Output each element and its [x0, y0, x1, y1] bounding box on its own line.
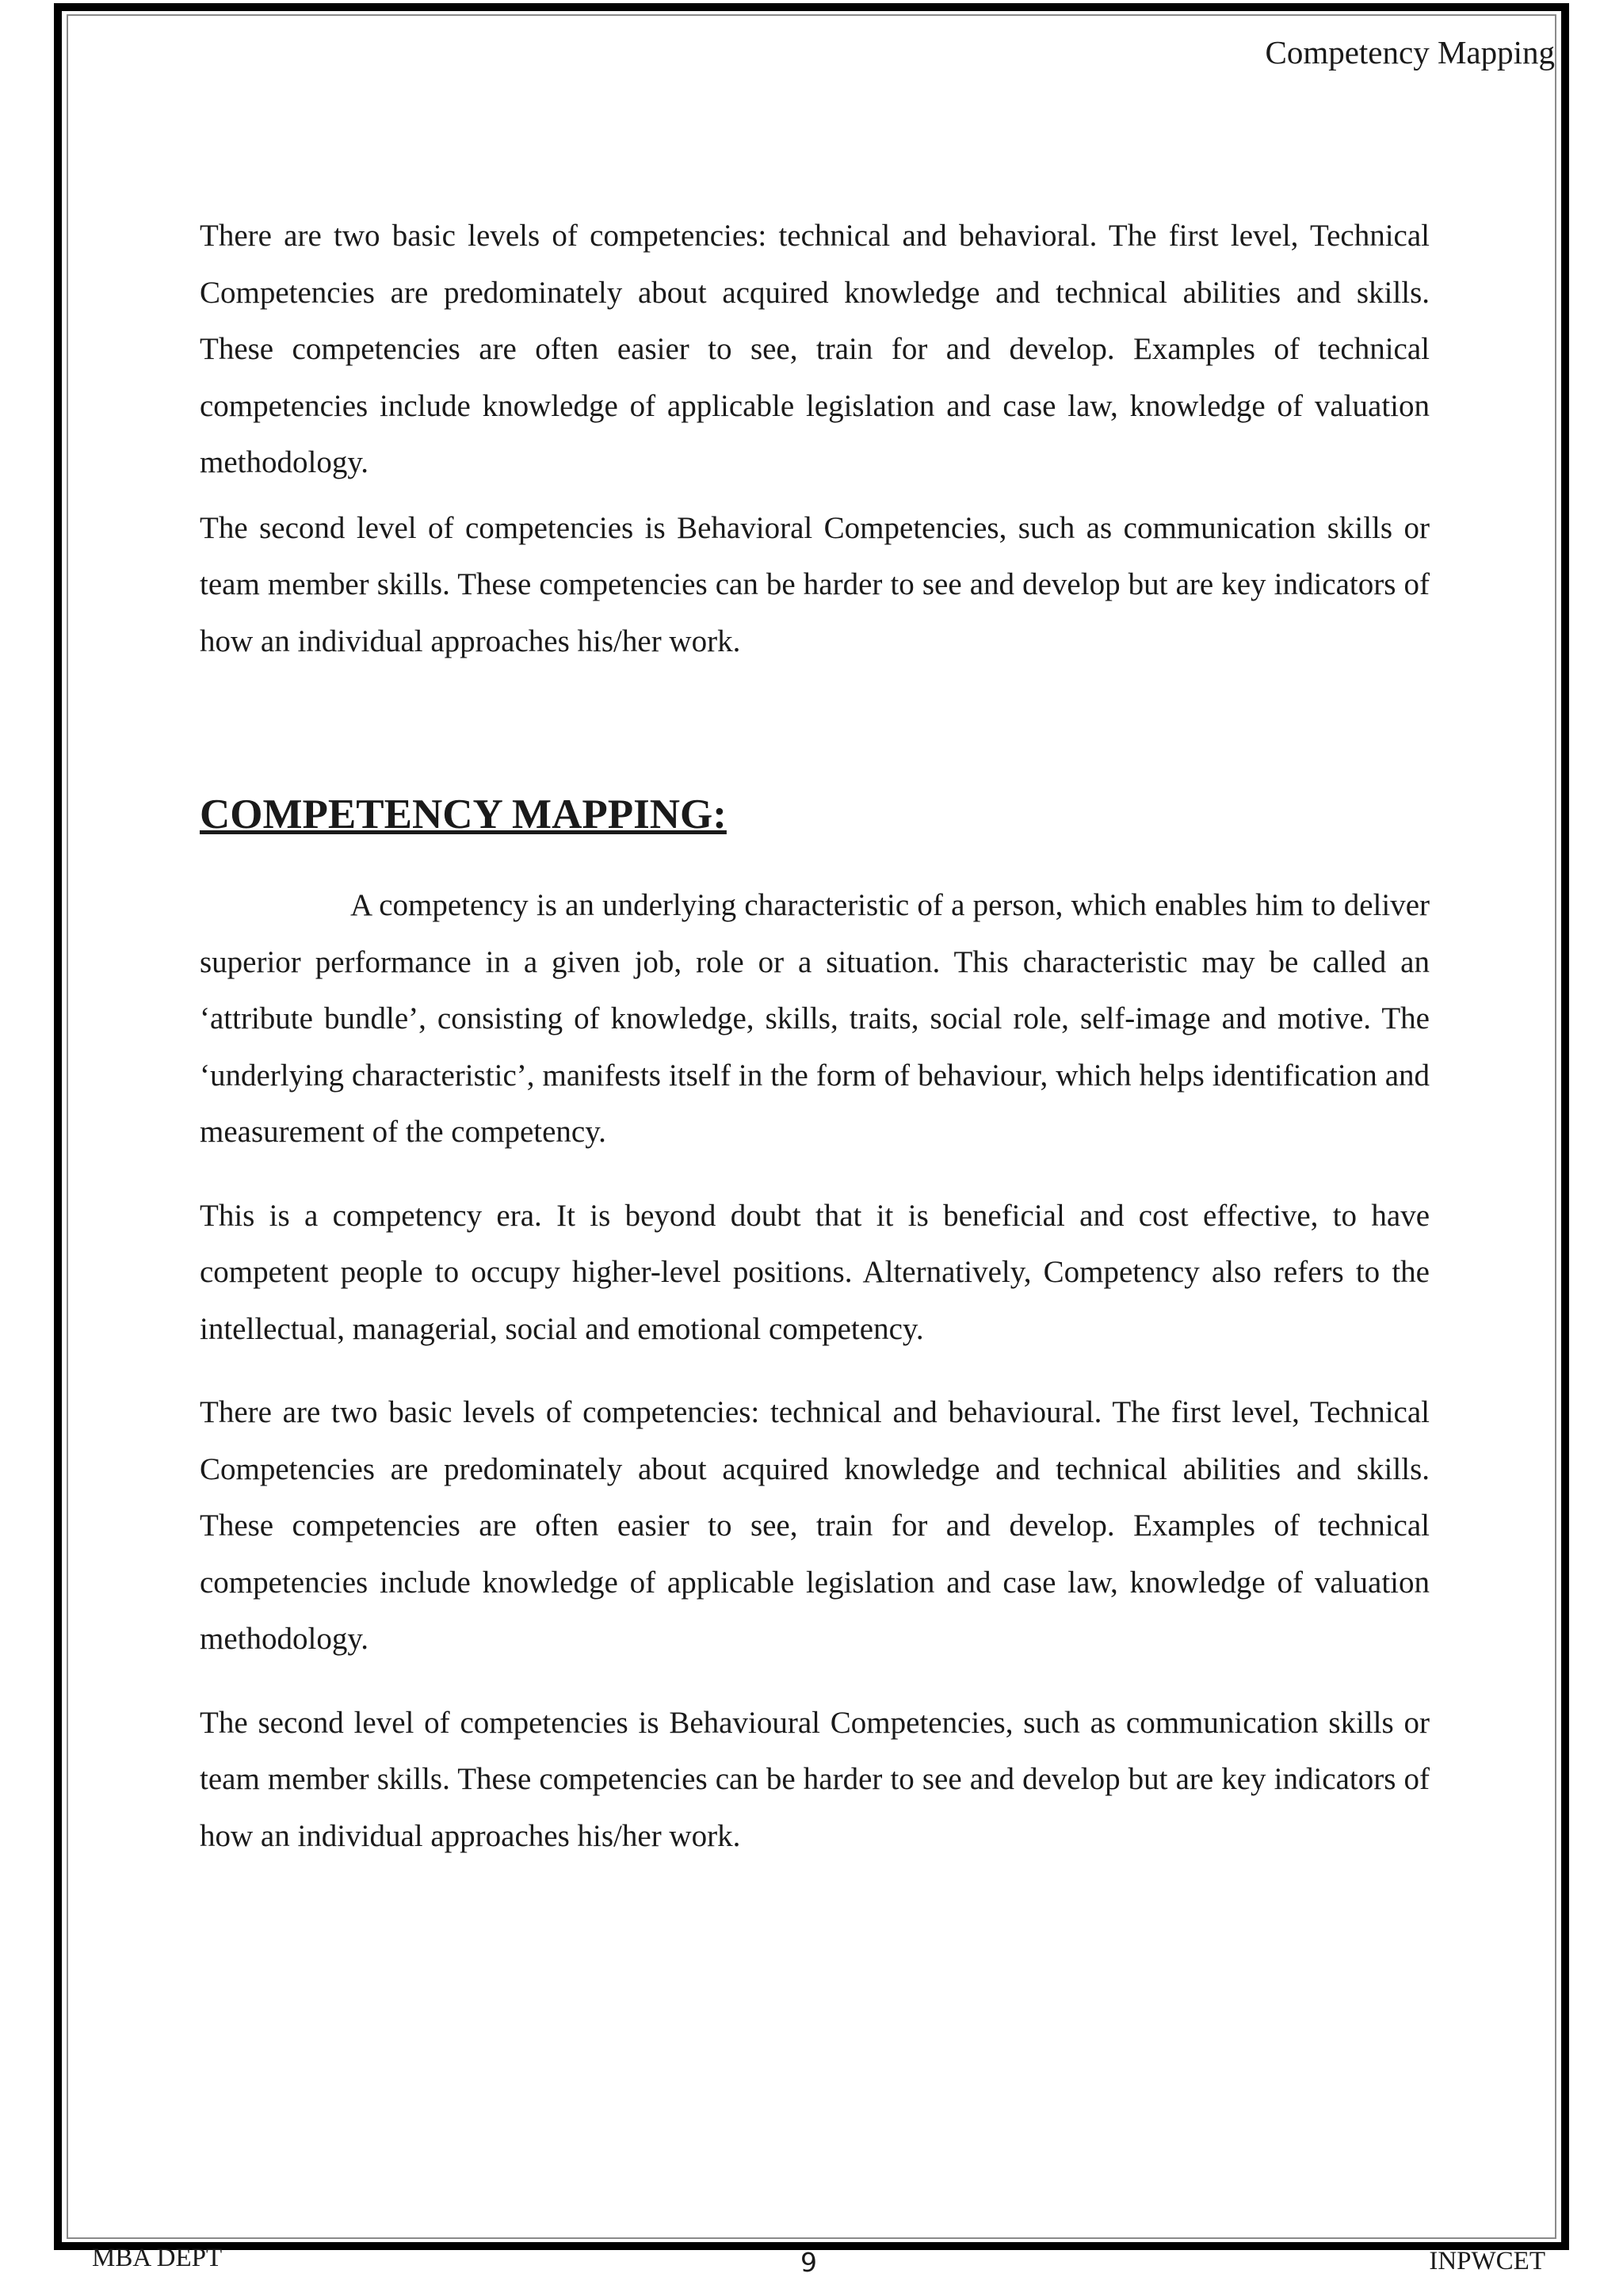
section-paragraph-2: This is a competency era. It is beyond doubt that it is beneficial and cost effective, to have competent people to occupy higher-level positions. Alternatively, Competency also refers to the intellectual, managerial, social and emotional competency.	[200, 1198, 1430, 1346]
section-paragraph-4: The second level of competencies is Behavioural Competencies, such as communication skills or team member skills. These competencies can be harder to see and develop but are key indicators of how an individual approaches his/her work.	[200, 1705, 1430, 1853]
page-content	[200, 208, 1430, 1864]
intro-paragraph-2: The second level of competencies is Behavioral Competencies, such as communication skills or team member skills. These competencies can be harder to see and develop but are key indicators of how an individual approaches his/her work.	[200, 510, 1430, 658]
intro-paragraph-1: There are two basic levels of competencies: technical and behavioral. The first level, Technical Competencies are predominately about acquired knowledge and technical abilities and skills. These competencies are often easier to see, train for and develop. Examples of technical competencies include knowledge of applicable legislation and case law, knowledge of valuation methodology.	[200, 219, 1430, 479]
footer-institution: INPWCET	[1429, 2247, 1545, 2275]
section-paragraph-1: A competency is an underlying characteristic of a person, which enables him to deliver superior performance in a given job, role or a situation. This characteristic may be called an ‘attribute bundle’, consisting of knowledge, skills, traits, social role, self-image and motive. The ‘underlying characteristic’, manifests itself in the form of behaviour, which helps identification and measurement of the competency.	[200, 888, 1430, 1149]
footer-page-number: 9	[800, 2247, 817, 2278]
running-header: Competency Mapping	[1265, 34, 1555, 71]
section-paragraph-3: There are two basic levels of competencies: technical and behavioural. The first level, Technical Competencies are predominately about acquired knowledge and technical abilities and skills. These competencies are often easier to see, train for and develop. Examples of technical competencies include knowledge of applicable legislation and case law, knowledge of valuation methodology.	[200, 1395, 1430, 1656]
footer-department: MBA DEPT	[92, 2244, 223, 2272]
section-heading: COMPETENCY MAPPING:	[200, 791, 727, 837]
